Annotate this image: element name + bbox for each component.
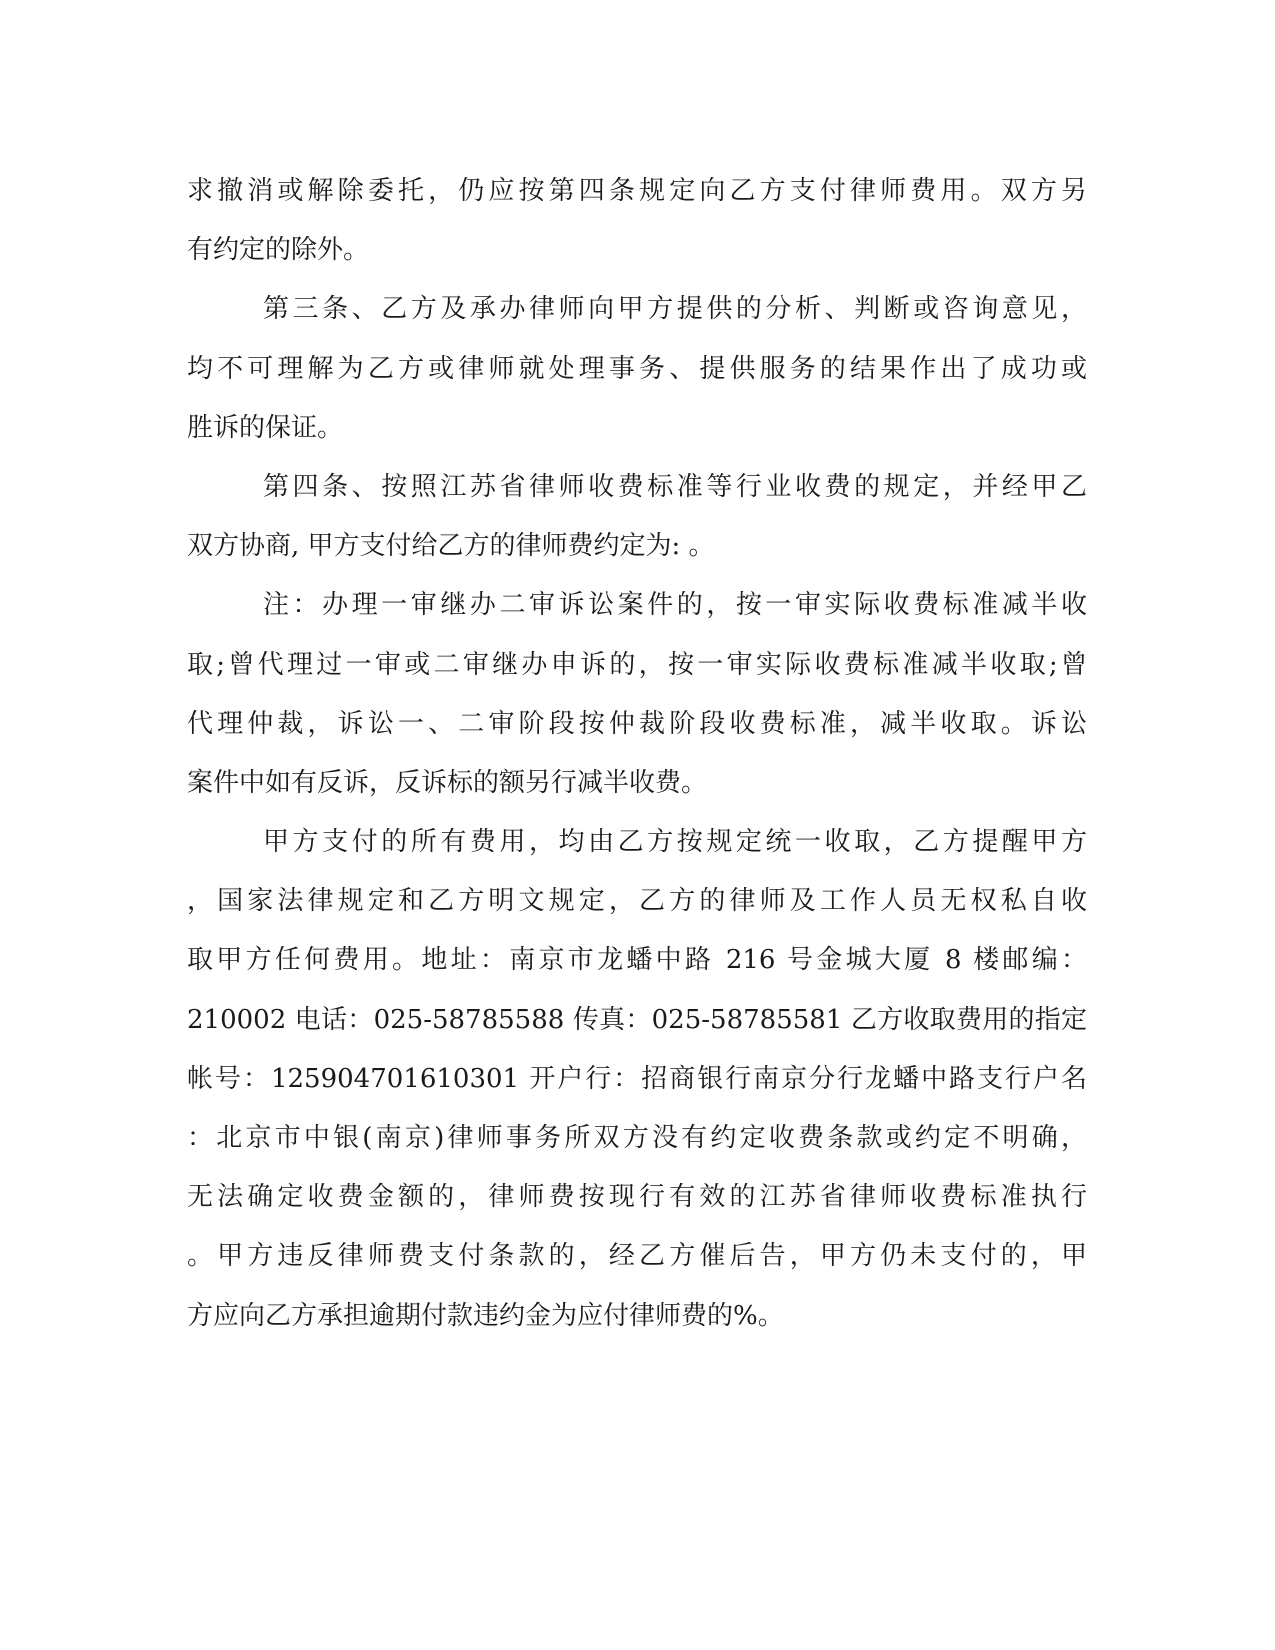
text-line: 210002 电话：025-58785588 传真：025-58785581 乙方收取费用的指定 bbox=[187, 1004, 1087, 1035]
text-line: 均不可理解为乙方或律师就处理事务、提供服务的结果作出了成功或 bbox=[187, 353, 1087, 384]
text-line: 案件中如有反诉，反诉标的额另行减半收费。 bbox=[187, 767, 708, 798]
text-line: 无法确定收费金额的，律师费按现行有效的江苏省律师收费标准执行 bbox=[187, 1182, 1087, 1213]
text-line: 第三条、乙方及承办律师向甲方提供的分析、判断或咨询意见， bbox=[263, 294, 1087, 325]
text-line: 注：办理一审继办二审诉讼案件的，按一审实际收费标准减半收 bbox=[263, 590, 1087, 621]
text-line: 取;曾代理过一审或二审继办申诉的，按一审实际收费标准减半收取;曾 bbox=[187, 649, 1087, 680]
document-body bbox=[187, 162, 1087, 1346]
text-line: ，国家法律规定和乙方明文规定，乙方的律师及工作人员无权私自收 bbox=[187, 886, 1087, 917]
text-line: 帐号：125904701610301 开户行：招商银行南京分行龙蟠中路支行户名 bbox=[187, 1063, 1087, 1094]
text-line: 取甲方任何费用。地址：南京市龙蟠中路 216 号金城大厦 8 楼邮编： bbox=[187, 945, 1087, 976]
text-line: ：北京市中银(南京)律师事务所双方没有约定收费条款或约定不明确， bbox=[187, 1123, 1087, 1153]
text-line: 有约定的除外。 bbox=[187, 235, 370, 266]
text-line: 第四条、按照江苏省律师收费标准等行业收费的规定，并经甲乙 bbox=[263, 471, 1087, 502]
text-line: 。甲方违反律师费支付条款的，经乙方催后告，甲方仍未支付的，甲 bbox=[187, 1241, 1087, 1272]
text-line: 双方协商, 甲方支付给乙方的律师费约定为: 。 bbox=[187, 531, 715, 562]
text-line: 方应向乙方承担逾期付款违约金为应付律师费的%。 bbox=[187, 1300, 784, 1331]
text-line: 求撤消或解除委托，仍应按第四条规定向乙方支付律师费用。双方另 bbox=[187, 176, 1087, 206]
text-line: 代理仲裁，诉讼一、二审阶段按仲裁阶段收费标准，减半收取。诉讼 bbox=[187, 708, 1087, 739]
text-line: 甲方支付的所有费用，均由乙方按规定统一收取，乙方提醒甲方 bbox=[263, 827, 1087, 858]
text-line: 胜诉的保证。 bbox=[187, 412, 344, 443]
